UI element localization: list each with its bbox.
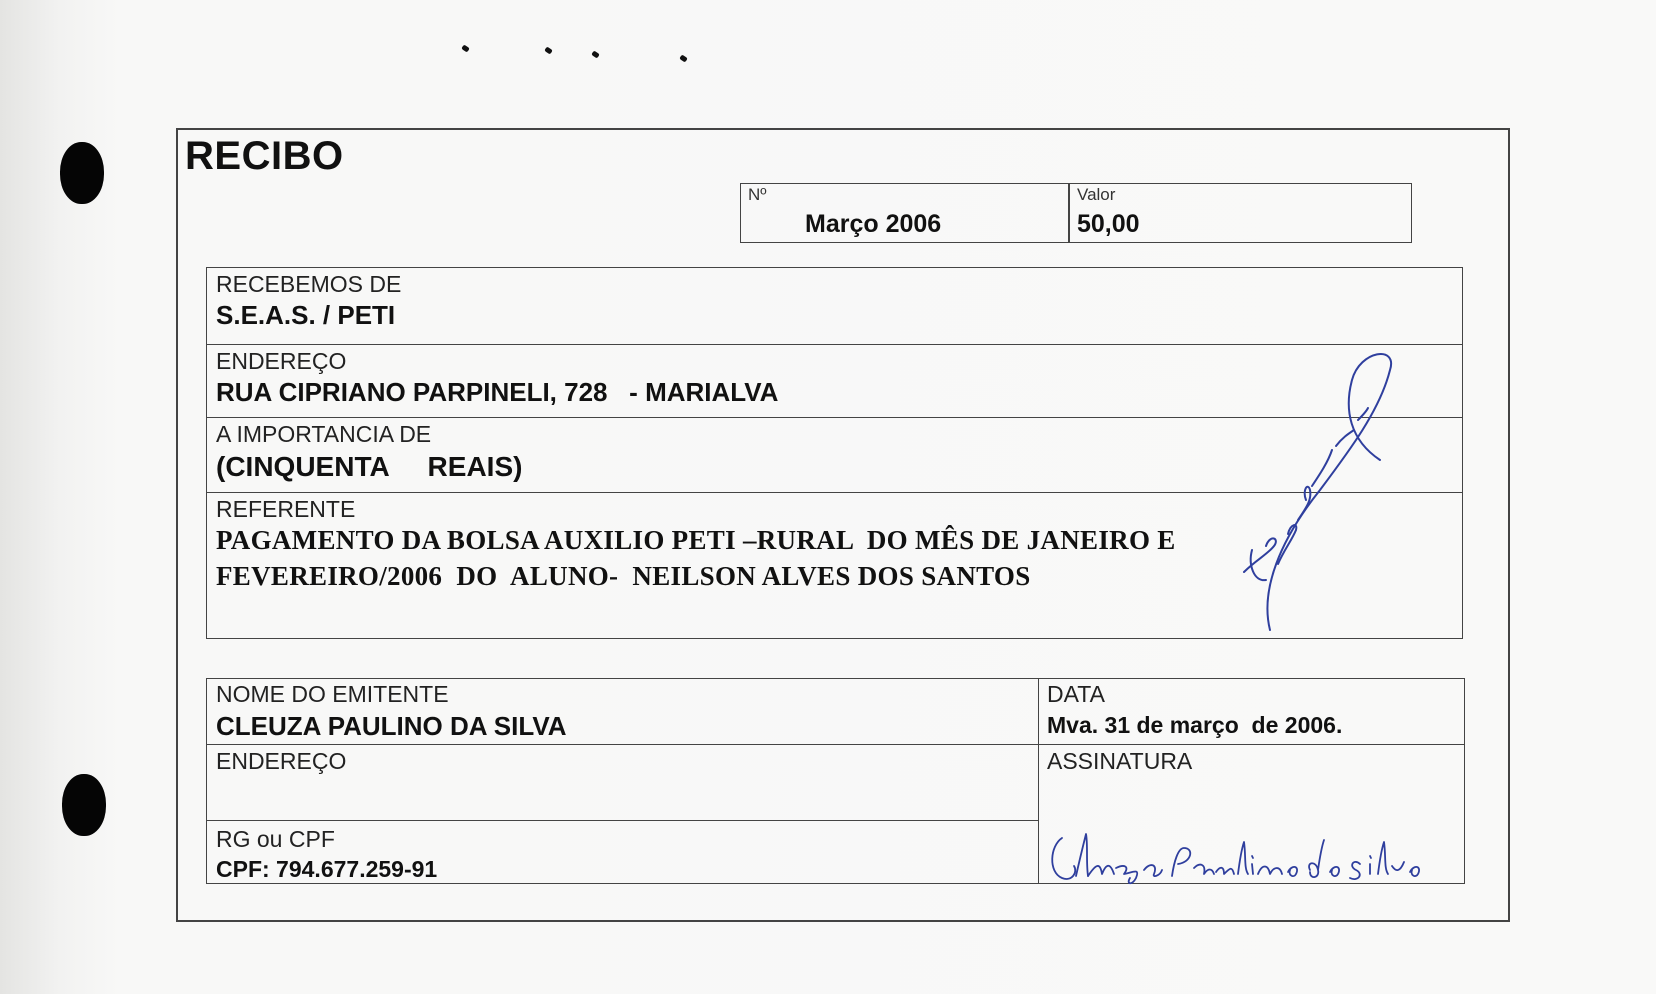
importancia-value: (CINQUENTA REAIS) xyxy=(216,451,523,482)
emitente-label: NOME DO EMITENTE xyxy=(216,681,449,707)
data-label: DATA xyxy=(1047,681,1105,707)
emitente-value: CLEUZA PAULINO DA SILVA xyxy=(216,711,567,741)
receipt-title: RECIBO xyxy=(185,134,344,178)
recebemos-de-label: RECEBEMOS DE xyxy=(216,271,402,297)
assinatura-label: ASSINATURA xyxy=(1047,748,1193,774)
endereco-emitente-label: ENDEREÇO xyxy=(216,748,347,774)
divider-line xyxy=(206,820,1038,821)
payer-signature-image xyxy=(1240,350,1430,640)
valor-value: 50,00 xyxy=(1077,210,1140,238)
referente-line-2: FEVEREIRO/2006 DO ALUNO- NEILSON ALVES DOS SANTOS xyxy=(216,561,1031,591)
punch-hole-top xyxy=(60,142,104,204)
referente-line-1: PAGAMENTO DA BOLSA AUXILIO PETI –RURAL DO MÊS DE JANEIRO E xyxy=(216,525,1176,555)
data-value: Mva. 31 de março de 2006. xyxy=(1047,712,1343,738)
divider-line xyxy=(206,744,1465,745)
endereco-pagador-label: ENDEREÇO xyxy=(216,348,347,374)
endereco-pagador-value: RUA CIPRIANO PARPINELI, 728 - MARIALVA xyxy=(216,377,779,407)
recebemos-de-value: S.E.A.S. / PETI xyxy=(216,300,396,330)
documento-label: RG ou CPF xyxy=(216,826,335,852)
documento-value: CPF: 794.677.259-91 xyxy=(216,856,438,882)
numero-label: Nº xyxy=(748,185,767,204)
referente-label: REFERENTE xyxy=(216,496,356,522)
divider-line xyxy=(206,344,1463,345)
numero-value: Março 2006 xyxy=(805,210,942,238)
importancia-label: A IMPORTANCIA DE xyxy=(216,421,432,447)
emitter-signature-image xyxy=(1044,828,1454,888)
punch-hole-bottom xyxy=(62,774,106,836)
valor-label: Valor xyxy=(1077,185,1116,204)
divider-vertical xyxy=(1038,678,1039,884)
